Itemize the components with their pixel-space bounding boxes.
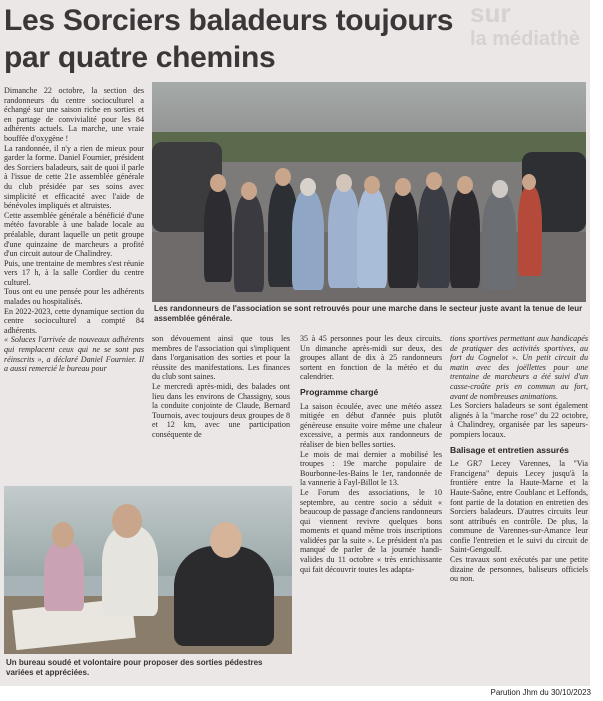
article-column-3 xyxy=(300,334,442,682)
paragraph: « Soluces l'arrivée de nouveaux adhérents qui remplacent ceux qui ne se sont pas réinscrits », a déclaré Daniel Fournier. Il a aussi remercié le bureau pour xyxy=(4,335,144,374)
paragraph: La saison écoulée, avec une météo assez mitigée en début d'année puis plutôt généreuse ensuite voire même une chaleur excessive, a permis aux randonneurs de réaliser de bien belles sorties. xyxy=(300,401,442,449)
subheading: Programme chargé xyxy=(300,386,379,397)
paragraph: Ces travaux sont exécutés par une petite dizaine de personnes, baliseurs officiels ou non. xyxy=(450,555,588,584)
paragraph: Dimanche 22 octobre, la section des randonneurs du centre socioculturel a échangé sur une saison riche en sorties et en partage de convivialité pour les 84 adhérents actuels. La marche, une vraie bouffée d'oxygène ! xyxy=(4,86,144,143)
group-photo xyxy=(152,82,586,302)
paragraph: Cette assemblée générale a bénéficié d'une météo favorable à une balade locale au préalable, durant laquelle un petit groupe d'une quinzaine de marcheurs a profité d'un circuit autour de Chalindrey. xyxy=(4,210,144,259)
ghost-line-2: la médiathè xyxy=(470,28,581,50)
meeting-photo xyxy=(4,486,292,654)
paragraph: Le mercredi après-midi, des balades ont lieu dans les environs de Chassigny, sous la conduite conjointe de Claude, Bernard Tournois, avec toujours deux groupes de 8 et 12 km, avec une participation conséquente de xyxy=(152,381,290,439)
paragraph: En 2022-2023, cette dynamique section du centre socioculturel a compté 84 adhérents. xyxy=(4,306,144,335)
subheading: Balisage et entretien assurés xyxy=(450,444,569,455)
paragraph: Les Sorciers baladeurs se sont également alignés à la "marche rose" du 22 octobre, à Chalindrey, organisée par les sapeurs-pompiers locaux. xyxy=(450,401,588,439)
photo-caption-2: Un bureau soudé et volontaire pour proposer des sorties pédestres variées et appréciées. xyxy=(6,658,263,677)
publication-footer: Parution Jhm du 30/10/2023 xyxy=(490,688,591,697)
ghost-line-1: sur xyxy=(470,0,511,28)
paragraph: Le mois de mai dernier a mobilisé les troupes : 19e marche populaire de Bourbonne-les-Bains le 1er, randonnée de la vannerie à Fayl-Billot le 13. xyxy=(300,449,442,488)
paragraph: La randonnée, il n'y a rien de mieux pour garder la forme. Daniel Fournier, président des Sorciers baladeurs, sait de quoi il parle à l'issue de cette 21e assemblée générale du club présidée par ses soins avec simplicité et efficacité avec l'aide de bénévoles impliqués et altruistes. xyxy=(4,143,144,211)
background-ghost-text xyxy=(470,0,580,52)
article-column-2 xyxy=(152,334,290,478)
headline-line-1: Les Sorciers baladeurs toujours xyxy=(4,4,454,37)
paragraph: son dévouement ainsi que tous les membres de l'association qui s'impliquent dans l'organisation des sorties et pour la réussite des manifestations. Les finances du club sont saines. xyxy=(152,334,290,382)
paragraph: 35 à 45 personnes pour les deux circuits. Un dimanche après-midi sur deux, des groupes allant de dix à 25 randonneurs sortent en fonction de la météo et du calendrier. xyxy=(300,334,442,382)
paragraph: Puis, une trentaine de membres s'est réunie vers 17 h, à la salle Cordier du centre culturel. xyxy=(4,258,144,287)
paragraph: Le Forum des associations, le 10 septembre, au centre socio a séduit « beaucoup de passage d'anciens randonneurs qui viennent revivre quelques bons moments et quand même trois inscriptions validées par la suite ». Le président n'a pas manqué de parler de la journée handi-valides du 11 octobre « très enrichissante qui fait découvrir toutes les adapta- xyxy=(300,487,442,574)
paragraph: Tous ont eu une pensée pour les adhérents malades ou hospitalisés. xyxy=(4,287,144,307)
article-column-4 xyxy=(450,334,588,682)
paragraph: Le GR7 Lecey Varennes, la "Via Francigena" depuis Lecey jusqu'à la frontière entre la Haute-Marne et la Haute-Saône, entre Coublanc et Leffonds, font partie de la dotation en entretien des Sorciers baladeurs. D'autres circuits leur sont attribués en contrôle. De plus, la commune de Varennes-sur-Amance leur confie l'entretien et le suivi du circuit de Saint-Gengoulf. xyxy=(450,459,588,555)
photo-caption-1: Les randonneurs de l'association se sont retrouvés pour une marche dans le secteur juste avant la tenue de leur assemblée générale. xyxy=(154,304,583,323)
article-column-1 xyxy=(4,86,144,479)
headline-line-2: par quatre chemins xyxy=(4,41,276,74)
paragraph: tions sportives permettant aux handicapés de pratiquer des activités sportives, au fort du Cognelot ». Un petit circuit du matin avec des joëllettes pour une trentaine de marcheurs a été suivi d'un casse-croûte pris en commun au fort, avant de nombreuses animations. xyxy=(450,334,588,401)
